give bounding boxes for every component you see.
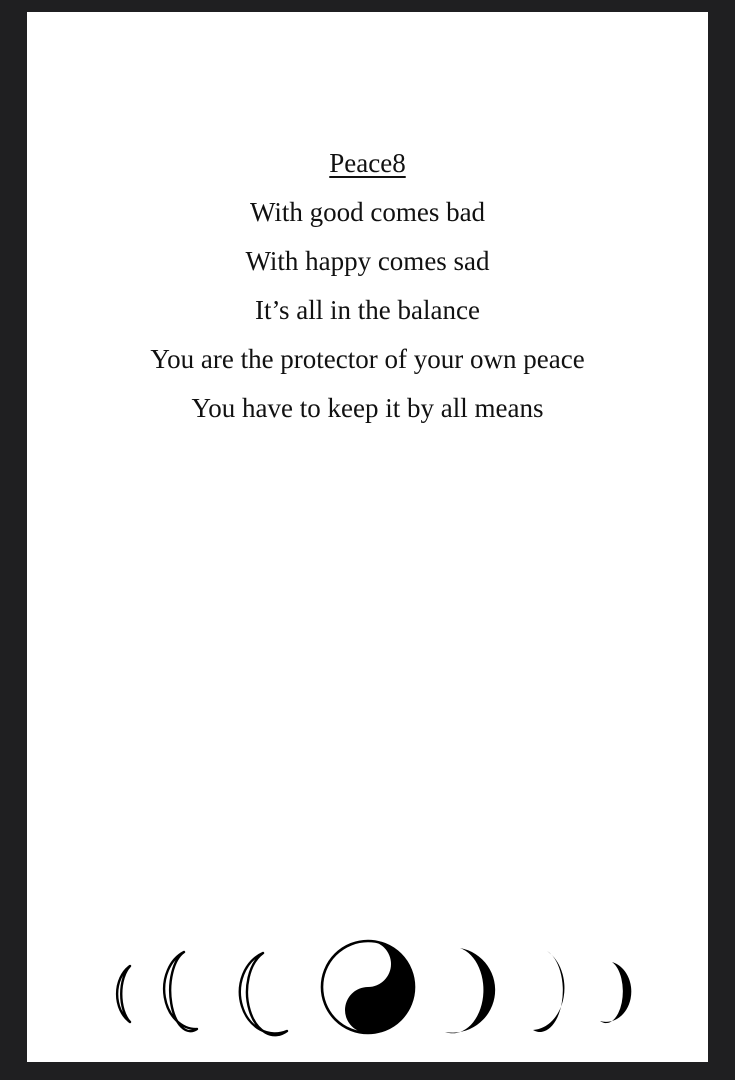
poem-title-row	[27, 139, 708, 188]
poem-line-4: You are the protector of your own peace	[150, 344, 585, 374]
waning-moon-medium-icon	[533, 951, 564, 1032]
waning-moon-large-icon	[445, 948, 495, 1033]
yin-yang-icon	[322, 941, 414, 1033]
poem-line-5: You have to keep it by all means	[191, 393, 544, 423]
poem-line-2: With happy comes sad	[245, 246, 490, 276]
poem-title: Peace8	[329, 148, 406, 178]
waxing-crescent-wide-icon	[240, 953, 287, 1035]
moon-phases-decoration	[27, 926, 708, 1046]
waxing-crescent-icon	[164, 952, 197, 1031]
waxing-crescent-thin-icon	[117, 966, 130, 1022]
document-page	[27, 12, 708, 1062]
poem-line-3: It’s all in the balance	[255, 295, 480, 325]
waning-moon-small-icon	[600, 962, 631, 1023]
poem-line-1: With good comes bad	[249, 197, 486, 227]
poem	[27, 139, 708, 433]
